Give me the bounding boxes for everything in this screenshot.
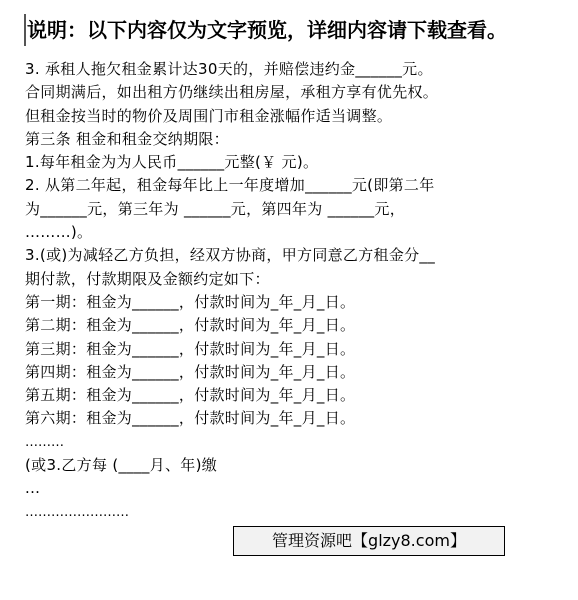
installment-line-6: 第六期：租金为______，付款时间为_年_月_日。 [25,409,356,428]
rent-increase-continued-line: 为______元，第三年为 ______元，第四年为 ______元， [25,199,406,218]
document-body [25,58,570,524]
rent-increase-line: 2. 从第二年起，租金每年比上一年度增加______元(即第二年 [25,176,435,195]
installment-intro-line: 3.(或)为减轻乙方负担，经双方协商，甲方同意乙方租金分__ [25,246,436,265]
installment-line-3: 第三期：租金为______，付款时间为_年_月_日。 [25,339,356,358]
alternative-payment-line: (或3.乙方每 (____月、年)缴 [25,456,218,475]
installment-terms-line: 期付款，付款期限及金额约定如下： [25,269,270,288]
installment-line-2: 第二期：租金为______，付款时间为_年_月_日。 [25,316,356,335]
installment-line-4: 第四期：租金为______，付款时间为_年_月_日。 [25,362,356,381]
rent-increase-end-line: ………)。 [25,223,93,242]
clause-renewal-line: 合同期满后，如出租方仍继续出租房屋，承租方享有优先权。 [25,83,439,102]
article-three-heading: 第三条 租金和租金交纳期限： [25,129,229,148]
installment-line-1: 第一期：租金为______，付款时间为_年_月_日。 [25,292,356,311]
continuation-dots: ... [25,479,41,498]
clause-adjustment-line: 但租金按当时的物价及周围门市租金涨幅作适当调整。 [25,106,393,125]
annual-rent-line: 1.每年租金为为人民币______元整(￥ 元)。 [25,153,319,172]
trailing-ellipsis: …………………… [25,504,129,520]
site-watermark: 管理资源吧【glzy8.com】 [233,526,505,556]
ellipsis-line: ……… [25,434,64,450]
preview-notice: 说明：以下内容仅为文字预览，详细内容请下载查看。 [27,18,507,42]
text-cursor [24,14,26,46]
installment-line-5: 第五期：租金为______，付款时间为_年_月_日。 [25,386,356,405]
clause-penalty-line: 3. 承租人拖欠租金累计达30天的，并赔偿违约金______元。 [25,60,433,78]
